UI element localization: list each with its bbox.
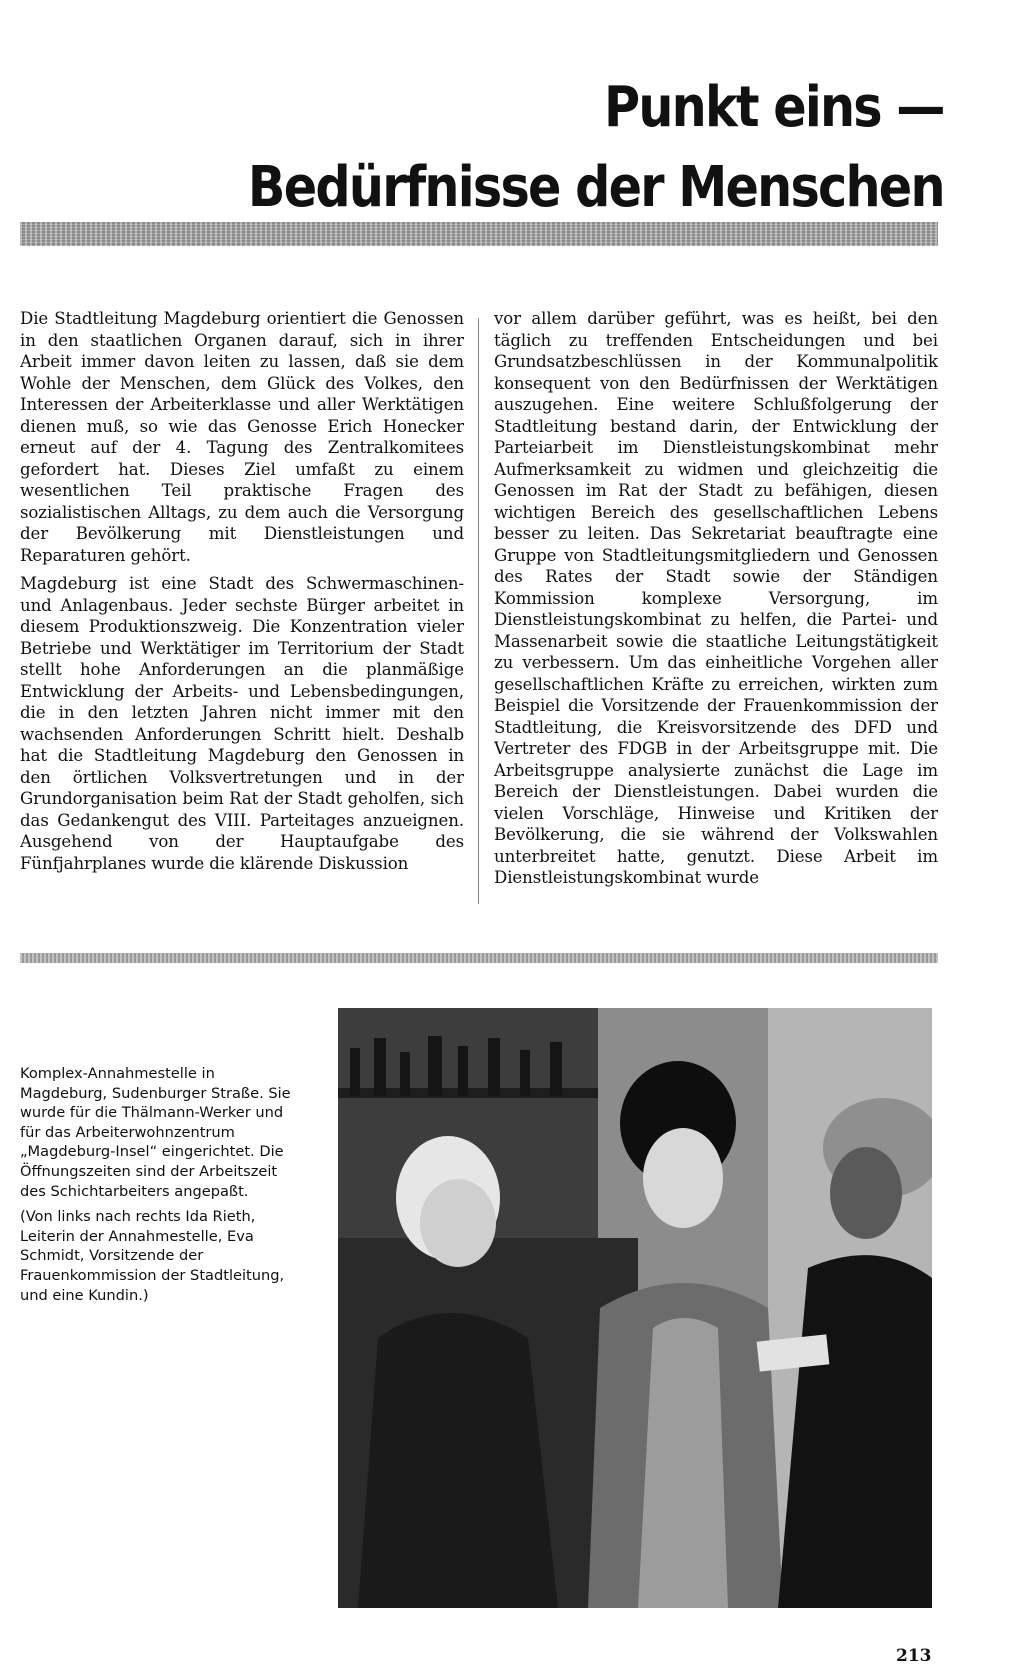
halftone-rule-top [20,222,938,246]
article-paragraph: Magdeburg ist eine Stadt des Schwermaschinen- und Anlagenbaus. Jeder sechste Bürger arbeitet in diesem Produktionszweig. Die Konzentration vieler Betriebe und Werktätiger im Territorium der Stadt stellt hohe Anforderungen an die planmäßige Entwicklung der Arbeits- und Lebensbedingungen, die in den letzten Jahren nicht immer mit den wachsenden Anforderungen Schritt hielt. Deshalb hat die Stadtleitung Magdeburg den Genossen in den örtlichen Volksvertretungen und in der Grundorganisation beim Rat der Stadt geholfen, sich das Gedankengut des VIII. Parteitages anzueignen. Ausgehend von der Hauptaufgabe des Fünfjahrplanes wurde die klärende Diskussion [20,574,464,873]
caption-people: (Von links nach rechts Ida Rieth, Leiterin der Annahmestelle, Eva Schmidt, Vorsitzende der Frauenkommission der Stadtleitung, und eine Kundin.) [20,1208,285,1304]
headline-line-1: Punkt eins — [604,75,944,140]
article-paragraph: Die Stadtleitung Magdeburg orientiert die Genossen in den staatlichen Organen darauf, sich in ihrer Arbeit immer davon leiten zu lassen, daß sie dem Wohle der Menschen, dem Glück des Volkes, den Interessen der Arbeiterklasse und aller Werktätigen dienen muß, so wie das Genosse Erich Honecker erneut auf der 4. Tagung des Zentralkomitees gefordert hat. Dieses Ziel umfaßt zu einem wesentlichen Teil praktische Fragen des sozialistischen Alltags, zu dem auch die Versorgung der Bevölkerung mit Dienstleistungen und Reparaturen gehört. [20,309,464,565]
article-column-left [20,308,464,922]
photo-illustration [338,1008,932,1608]
photo-caption [20,1064,304,1311]
caption-text: Komplex-Annahmestelle in Magdeburg, Sudenburger Straße. Sie wurde für die Thälmann-Werker und für das Arbeiterwohnzentrum „Magdeburg-Insel“ eingerichtet. Die Öffnungszeiten sind der Arbeitszeit des Schichtarbeiters angepaßt. [20,1065,291,1200]
column-divider [478,318,479,904]
halftone-rule-middle [20,953,938,963]
article-paragraph: vor allem darüber geführt, was es heißt, bei den täglich zu treffenden Entscheidungen und bei Grundsatzbeschlüssen in der Kommunalpolitik konsequent von den Bedürfnissen der Werktätigen auszugehen. Eine weitere Schlußfolgerung der Stadtleitung bestand darin, der Entwicklung der Parteiarbeit im Dienstleistungskombinat mehr Aufmerksamkeit zu widmen und gleichzeitig die Genossen im Rat der Stadt zu befähigen, diesen wichtigen Bereich des gesellschaftlichen Lebens besser zu leiten. Das Sekretariat beauftragte eine Gruppe von Stadtleitungsmitgliedern und Genossen des Rates der Stadt sowie der Ständigen Kommission komplexe Versorgung, im Dienstleistungskombinat zu helfen, die Partei- und Massenarbeit sowie die staatliche Leitungstätigkeit zu verbessern. Um das einheitliche Vorgehen aller gesellschaftlichen Kräfte zu erreichen, wirkten zum Beispiel die Vorsitzende der Frauenkommission der Stadtleitung, die Kreisvorsitzende des DFD und Vertreter des FDGB in der Arbeitsgruppe mit. Die Arbeitsgruppe analysierte zunächst die Lage im Bereich der Dienstleistungen. Dabei wurden die vielen Vorschläge, Hinweise und Kritiken der Bevölkerung, die sie während der Volkswahlen unterbreitet hatte, genutzt. Diese Arbeit im Dienstleistungskombinat wurde [494,309,938,887]
headline-line-2: Bedürfnisse der Menschen [248,155,944,220]
page-number: 213 [896,1646,932,1666]
photo-service-counter [338,1008,932,1608]
article-column-right [494,308,938,922]
headline [248,68,944,228]
